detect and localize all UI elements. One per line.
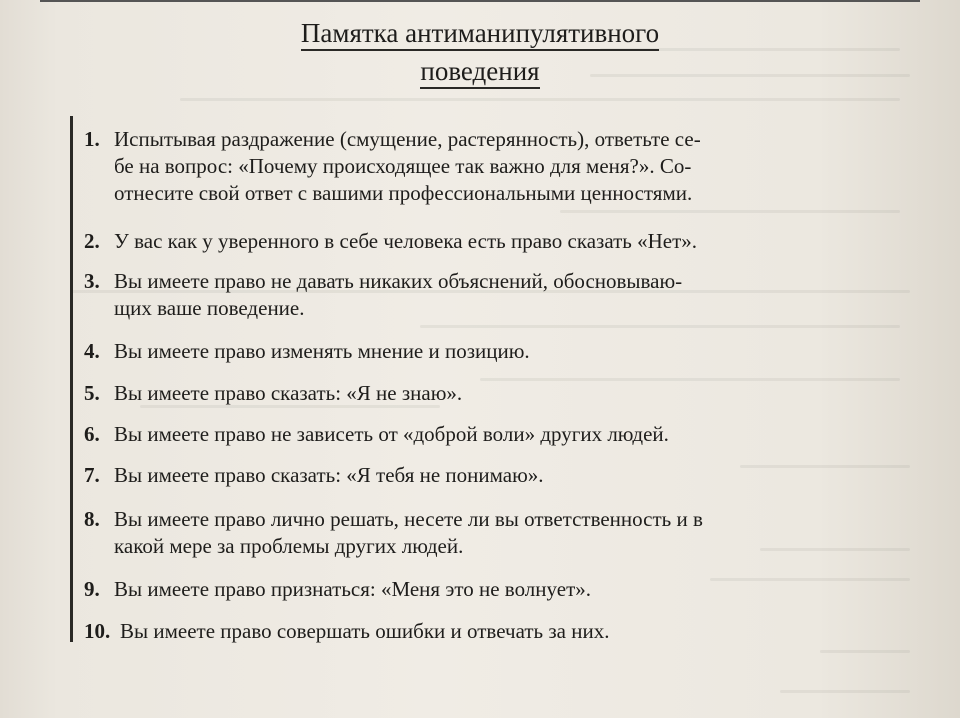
list-item-9 bbox=[84, 576, 934, 603]
list-item-3 bbox=[84, 268, 934, 322]
list-item-4 bbox=[84, 338, 934, 365]
item-number: 1. bbox=[84, 127, 100, 151]
item-text-line: Вы имеете право не зависеть от «доброй воли» других людей. bbox=[114, 422, 669, 446]
item-text-line: Вы имеете право сказать: «Я не знаю». bbox=[114, 381, 463, 405]
item-text-line: бе на вопрос: «Почему происходящее так важно для меня?». Со- bbox=[114, 154, 692, 178]
item-number: 5. bbox=[84, 381, 100, 405]
item-text-line: Вы имеете право изменять мнение и позицию. bbox=[114, 339, 530, 363]
item-text-line: Вы имеете право не давать никаких объяснений, обосновываю- bbox=[114, 269, 683, 293]
item-text-line: Вы имеете право лично решать, несете ли вы ответственность и в bbox=[114, 507, 703, 531]
list-item-10 bbox=[84, 618, 934, 645]
list-margin-rule bbox=[70, 116, 73, 642]
list-item-6 bbox=[84, 421, 934, 448]
item-text-line: Испытывая раздражение (смущение, растерянность), ответьте се- bbox=[114, 127, 701, 151]
item-number: 10. bbox=[84, 619, 111, 643]
item-number: 7. bbox=[84, 463, 100, 487]
item-text-line: отнесите свой ответ с вашими профессиональными ценностями. bbox=[114, 181, 693, 205]
item-number: 8. bbox=[84, 507, 100, 531]
list-item-8 bbox=[84, 506, 934, 560]
title-line-2: поведения bbox=[0, 52, 960, 90]
item-text-line: Вы имеете право признаться: «Меня это не волнует». bbox=[114, 577, 591, 601]
item-number: 9. bbox=[84, 577, 100, 601]
item-text-line: Вы имеете право сказать: «Я тебя не понимаю». bbox=[114, 463, 544, 487]
list-item-5 bbox=[84, 380, 934, 407]
list-item-1 bbox=[84, 126, 934, 207]
item-number: 3. bbox=[84, 269, 100, 293]
item-number: 4. bbox=[84, 339, 100, 363]
item-text-line: какой мере за проблемы других людей. bbox=[114, 534, 464, 558]
item-text-line: Вы имеете право совершать ошибки и отвечать за них. bbox=[120, 619, 610, 643]
list-item-7 bbox=[84, 462, 934, 489]
item-text-line: щих ваше поведение. bbox=[114, 296, 305, 320]
memo-title bbox=[0, 14, 960, 90]
item-number: 6. bbox=[84, 422, 100, 446]
item-number: 2. bbox=[84, 229, 100, 253]
list-item-2 bbox=[84, 228, 934, 255]
title-line-1: Памятка антиманипулятивного bbox=[0, 14, 960, 52]
page-top-rule bbox=[40, 0, 920, 6]
item-text-line: У вас как у уверенного в себе человека есть право сказать «Нет». bbox=[114, 229, 698, 253]
